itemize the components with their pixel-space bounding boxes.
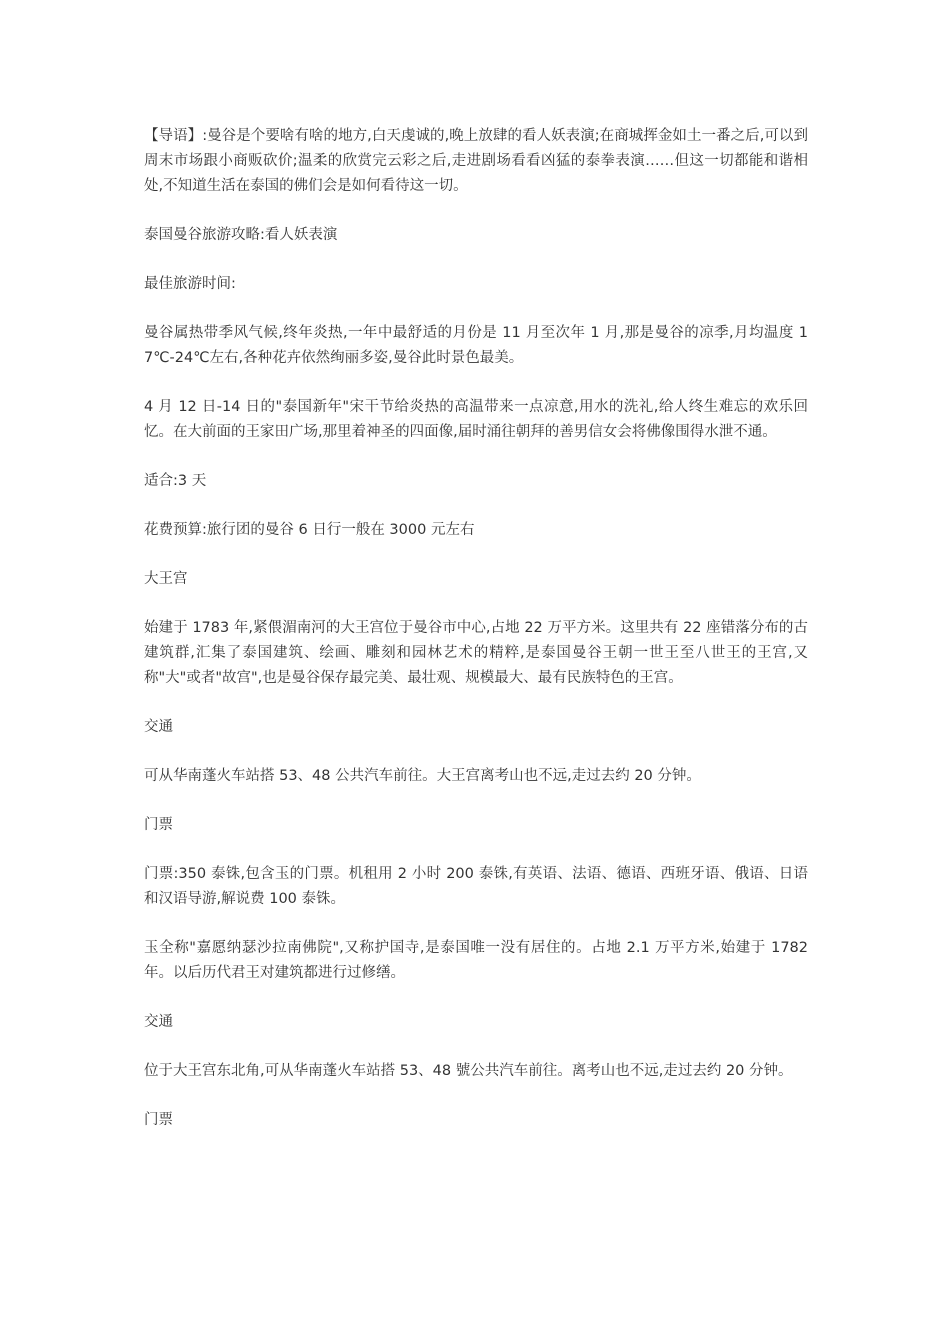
best-time-heading: 最佳旅游时间:: [144, 276, 236, 292]
emerald-temple-paragraph: 玉全称"嘉愿纳瑟沙拉南佛院",又称护国寺,是泰国唯一没有居住的。占地 2.1 万平方米,始建于 1782 年。以后历代君王对建筑都进行过修缮。: [144, 940, 808, 981]
transport-heading: 交通: [144, 719, 173, 735]
budget-paragraph: 花费预算:旅行团的曼谷 6 日行一般在 3000 元左右: [144, 522, 475, 538]
ticket-heading: 门票: [144, 817, 173, 833]
transport-paragraph-2: 位于大王宫东北角,可从华南蓬火车站搭 53、48 號公共汽车前往。离考山也不远,走过去约 20 分钟。: [144, 1063, 793, 1079]
suitable-days: 适合:3 天: [144, 473, 207, 489]
ticket-paragraph: 门票:350 泰铢,包含玉的门票。机租用 2 小时 200 泰铢,有英语、法语、德语、西班牙语、俄语、日语和汉语导游,解说费 100 泰铢。: [144, 866, 808, 907]
best-time-paragraph: 曼谷属热带季风气候,终年炎热,一年中最舒适的月份是 11 月至次年 1 月,那是曼谷的凉季,月均温度 17℃-24℃左右,各种花卉依然绚丽多姿,曼谷此时景色最美。: [144, 325, 808, 366]
songkran-paragraph: 4 月 12 日-14 日的"泰国新年"宋干节给炎热的高温带来一点凉意,用水的洗礼,给人终生难忘的欢乐回忆。在大前面的王家田广场,那里着神圣的四面像,届时涌往朝拜的善男信女会将佛像围得水泄不通。: [144, 399, 808, 440]
article-title: 泰国曼谷旅游攻略:看人妖表演: [144, 227, 338, 243]
grand-palace-heading: 大王宫: [144, 571, 188, 587]
ticket-heading-2: 门票: [144, 1112, 173, 1128]
intro-paragraph: 【导语】:曼谷是个要啥有啥的地方,白天虔诚的,晚上放肆的看人妖表演;在商城挥金如土一番之后,可以到周末市场跟小商贩砍价;温柔的欣赏完云彩之后,走进剧场看看凶猛的泰拳表演……但这一切都能和谐相处,不知道生活在泰国的佛们会是如何看待这一切。: [144, 128, 808, 194]
transport-paragraph: 可从华南蓬火车站搭 53、48 公共汽车前往。大王宫离考山也不远,走过去约 20 分钟。: [144, 768, 701, 784]
grand-palace-paragraph: 始建于 1783 年,紧偎湄南河的大王宫位于曼谷市中心,占地 22 万平方米。这里共有 22 座错落分布的古建筑群,汇集了泰国建筑、绘画、雕刻和园林艺术的精粹,是泰国曼谷王朝一世王至八世王的王宫,又称"大"或者"故宫",也是曼谷保存最完美、最壮观、规模最大、最有民族特色的王宫。: [144, 620, 808, 686]
transport-heading-2: 交通: [144, 1014, 173, 1030]
document-body: [144, 124, 808, 1157]
